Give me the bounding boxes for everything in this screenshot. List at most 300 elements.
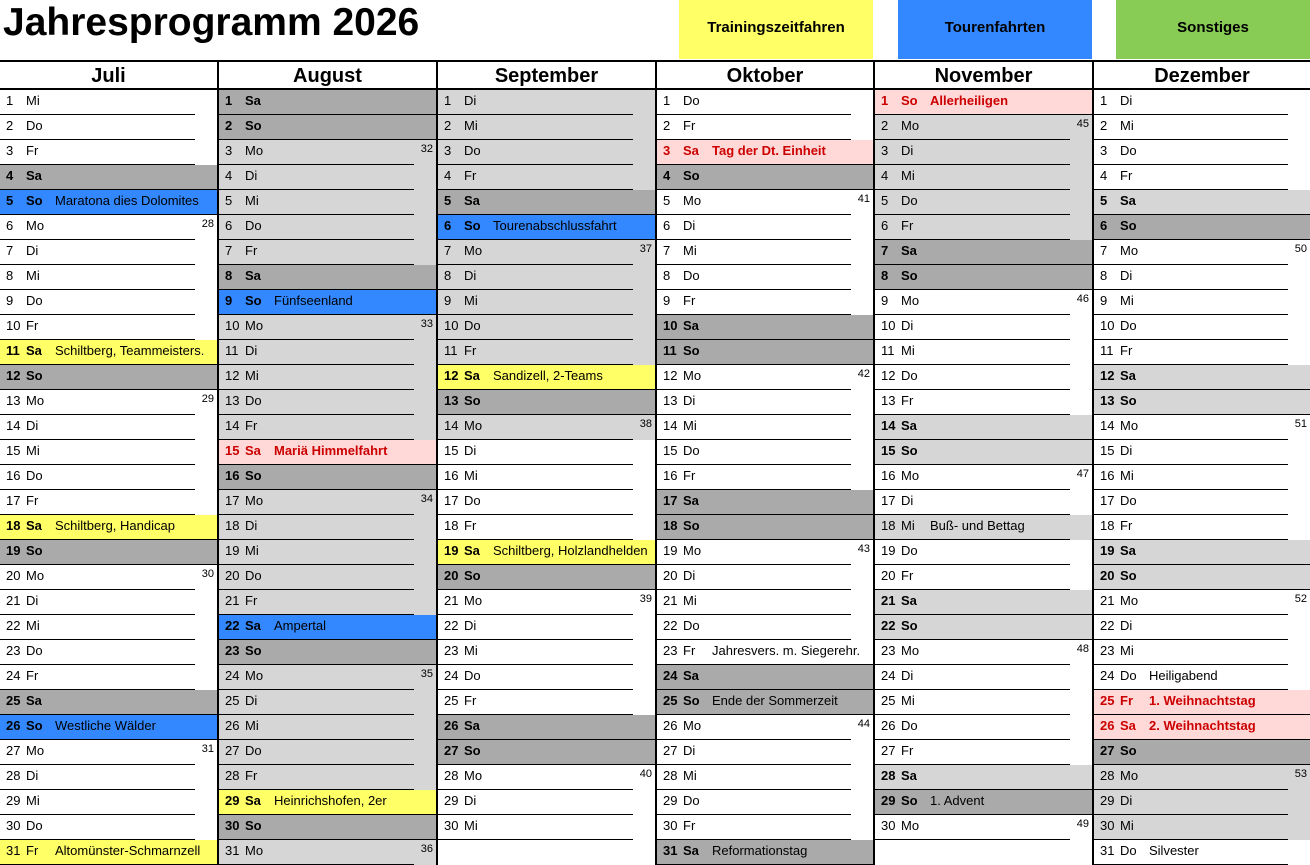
day-number: 14 [6, 418, 21, 433]
day-number: 26 [225, 718, 240, 733]
weekday: Fr [1120, 518, 1133, 533]
day-row [875, 715, 1092, 740]
day-number: 29 [663, 793, 678, 808]
weekday: Fr [245, 768, 258, 783]
day-number: 14 [444, 418, 459, 433]
weekday: So [901, 443, 918, 458]
day-row [875, 740, 1092, 765]
day-row [0, 615, 217, 640]
day-number: 4 [6, 168, 14, 183]
day-number: 26 [663, 718, 678, 733]
day-number: 4 [225, 168, 233, 183]
day-number: 8 [6, 268, 14, 283]
day-row [219, 215, 436, 240]
day-row [438, 690, 655, 715]
day-row [438, 315, 655, 340]
day-number: 15 [1100, 443, 1115, 458]
day-row [657, 765, 873, 790]
weekday: Sa [464, 718, 480, 733]
day-row [219, 465, 436, 490]
weekday: So [1120, 568, 1137, 583]
day-number: 28 [6, 768, 21, 783]
day-number: 12 [444, 368, 459, 383]
day-number: 11 [1100, 343, 1114, 358]
calendar-week: 29 [201, 393, 214, 405]
day-row [0, 90, 217, 115]
day-number: 7 [1100, 243, 1108, 258]
weekday: Do [26, 643, 43, 658]
day-number: 12 [881, 368, 896, 383]
day-row [438, 140, 655, 165]
day-row [0, 315, 217, 340]
day-number: 7 [6, 243, 14, 258]
day-number: 9 [6, 293, 14, 308]
day-row [438, 740, 655, 765]
day-row [219, 565, 436, 590]
weekday: Sa [901, 593, 917, 608]
day-number: 12 [225, 368, 240, 383]
weekday: Mi [245, 718, 259, 733]
weekday: Di [901, 143, 914, 158]
day-number: 4 [1100, 168, 1108, 183]
day-number: 20 [1100, 568, 1115, 583]
day-number: 16 [881, 468, 896, 483]
month-column-juli [0, 62, 217, 865]
day-number: 31 [6, 843, 21, 858]
day-row [219, 440, 436, 465]
weekday: Di [245, 343, 258, 358]
day-number: 26 [6, 718, 21, 733]
event-label: Reformationstag [712, 843, 808, 858]
day-row [438, 290, 655, 315]
day-number: 28 [225, 768, 240, 783]
day-number: 19 [881, 543, 896, 558]
day-number: 29 [1100, 793, 1115, 808]
day-number: 22 [225, 618, 240, 633]
day-row [0, 440, 217, 465]
event-label: Silvester [1149, 843, 1199, 858]
weekday: Mi [464, 818, 478, 833]
day-number: 16 [1100, 468, 1115, 483]
day-number: 28 [1100, 768, 1115, 783]
day-row [0, 790, 217, 815]
day-number: 26 [881, 718, 896, 733]
day-row [219, 390, 436, 415]
calendar-week: 46 [1076, 293, 1089, 305]
day-number: 8 [1100, 268, 1108, 283]
day-number: 18 [1100, 518, 1115, 533]
day-number: 6 [1100, 218, 1108, 233]
page-title: Jahresprogramm 2026 [3, 1, 420, 44]
weekday: So [1120, 743, 1137, 758]
day-number: 18 [6, 518, 21, 533]
day-number: 25 [663, 693, 678, 708]
day-number: 27 [6, 743, 21, 758]
day-row [875, 790, 1092, 815]
day-number: 18 [444, 518, 459, 533]
day-number: 24 [663, 668, 678, 683]
weekday: So [683, 343, 700, 358]
day-number: 1 [225, 93, 233, 108]
day-number: 11 [225, 343, 239, 358]
day-number: 5 [1100, 193, 1108, 208]
weekday: Sa [464, 543, 480, 558]
day-number: 19 [663, 543, 678, 558]
weekday: Do [901, 193, 918, 208]
weekday: So [901, 268, 918, 283]
day-row [1094, 740, 1310, 765]
day-row [657, 90, 873, 115]
day-row [657, 365, 873, 390]
day-row [657, 315, 873, 340]
day-number: 7 [225, 243, 233, 258]
day-row [1094, 790, 1310, 815]
event-label: 2. Weihnachtstag [1149, 718, 1256, 733]
day-number: 17 [444, 493, 459, 508]
day-row [1094, 590, 1310, 615]
weekday: So [901, 93, 918, 108]
day-number: 2 [663, 118, 671, 133]
day-row [219, 190, 436, 215]
weekday: Fr [26, 493, 39, 508]
weekday: Fr [26, 143, 39, 158]
weekday: Di [683, 393, 696, 408]
day-number: 30 [881, 818, 896, 833]
day-number: 12 [663, 368, 678, 383]
day-row [219, 615, 436, 640]
day-row [0, 515, 217, 540]
day-row [875, 840, 1092, 865]
weekday: Mi [683, 768, 697, 783]
day-number: 10 [6, 318, 21, 333]
event-label: 1. Advent [930, 793, 985, 808]
day-number: 3 [6, 143, 14, 158]
day-row [0, 365, 217, 390]
weekday: So [1120, 393, 1137, 408]
day-row [1094, 565, 1310, 590]
day-row [438, 515, 655, 540]
weekday: Mo [901, 293, 920, 308]
day-number: 25 [6, 693, 21, 708]
calendar-grid [0, 60, 1310, 865]
weekday: Mo [901, 468, 920, 483]
day-number: 15 [6, 443, 21, 458]
day-number: 8 [444, 268, 452, 283]
day-row [219, 815, 436, 840]
day-number: 25 [225, 693, 240, 708]
day-row [1094, 815, 1310, 840]
day-number: 17 [6, 493, 21, 508]
day-number: 4 [881, 168, 889, 183]
weekday: Mo [683, 718, 702, 733]
day-number: 29 [225, 793, 240, 808]
day-number: 8 [225, 268, 233, 283]
month-header: Juli [0, 62, 217, 90]
day-number: 30 [663, 818, 678, 833]
weekday: Di [26, 418, 39, 433]
weekday: So [245, 468, 262, 483]
day-number: 21 [663, 593, 678, 608]
day-number: 30 [444, 818, 459, 833]
day-row [1094, 340, 1310, 365]
day-number: 16 [6, 468, 21, 483]
calendar-week: 42 [857, 368, 870, 380]
weekday: Fr [26, 318, 39, 333]
weekday: Di [464, 268, 477, 283]
day-number: 4 [444, 168, 452, 183]
day-number: 8 [881, 268, 889, 283]
day-number: 1 [444, 93, 452, 108]
calendar-week: 41 [857, 193, 870, 205]
weekday: Mi [901, 168, 915, 183]
weekday: Do [901, 718, 918, 733]
weekday: Do [26, 818, 43, 833]
day-row [1094, 840, 1310, 865]
event-label: Mariä Himmelfahrt [274, 443, 388, 458]
month-header: Oktober [657, 62, 873, 90]
day-row [875, 565, 1092, 590]
weekday: Mo [683, 193, 702, 208]
day-row [438, 340, 655, 365]
day-number: 27 [663, 743, 678, 758]
weekday: Sa [26, 343, 42, 358]
weekday: Sa [683, 493, 699, 508]
weekday: So [26, 543, 43, 558]
day-row [219, 840, 436, 865]
weekday: Fr [683, 468, 696, 483]
weekday: Sa [901, 418, 917, 433]
weekday: Di [245, 168, 258, 183]
day-number: 17 [225, 493, 240, 508]
weekday: Sa [1120, 193, 1136, 208]
weekday: Sa [464, 368, 480, 383]
day-row [657, 190, 873, 215]
day-number: 10 [225, 318, 240, 333]
day-number: 5 [444, 193, 452, 208]
event-label: Westliche Wälder [55, 718, 156, 733]
calendar-week: 51 [1294, 418, 1307, 430]
day-number: 19 [225, 543, 240, 558]
calendar-week: 37 [639, 243, 652, 255]
day-number: 9 [1100, 293, 1108, 308]
day-row [219, 690, 436, 715]
day-number: 29 [6, 793, 21, 808]
day-number: 11 [6, 343, 20, 358]
day-row [438, 90, 655, 115]
day-number: 26 [1100, 718, 1115, 733]
legend-training: Trainingszeitfahren [679, 0, 873, 59]
weekday: Di [26, 768, 39, 783]
weekday: So [464, 393, 481, 408]
month-column-august [217, 62, 436, 865]
event-label: Buß- und Bettag [930, 518, 1025, 533]
weekday: Fr [683, 293, 696, 308]
day-row [875, 240, 1092, 265]
day-number: 18 [225, 518, 240, 533]
weekday: Sa [1120, 543, 1136, 558]
weekday: Do [464, 143, 481, 158]
weekday: Di [1120, 443, 1133, 458]
day-row [1094, 640, 1310, 665]
day-number: 6 [663, 218, 671, 233]
day-row [0, 490, 217, 515]
event-label: Schiltberg, Handicap [55, 518, 175, 533]
weekday: So [1120, 218, 1137, 233]
day-row [438, 665, 655, 690]
day-row [0, 465, 217, 490]
event-label: Maratona dies Dolomites [55, 193, 199, 208]
day-row [438, 390, 655, 415]
day-row [1094, 240, 1310, 265]
day-row [1094, 390, 1310, 415]
day-number: 15 [444, 443, 459, 458]
day-number: 21 [225, 593, 240, 608]
day-row [438, 415, 655, 440]
weekday: Fr [683, 818, 696, 833]
calendar-week: 40 [639, 768, 652, 780]
weekday: Sa [245, 93, 261, 108]
event-label: Tag der Dt. Einheit [712, 143, 826, 158]
calendar-week: 39 [639, 593, 652, 605]
day-row [0, 690, 217, 715]
day-row [438, 490, 655, 515]
day-number: 22 [444, 618, 459, 633]
weekday: Di [26, 593, 39, 608]
day-number: 27 [444, 743, 459, 758]
weekday: Fr [683, 118, 696, 133]
day-number: 24 [225, 668, 240, 683]
weekday: Mo [1120, 593, 1139, 608]
day-row [875, 140, 1092, 165]
day-row [0, 390, 217, 415]
month-header: Dezember [1094, 62, 1310, 90]
day-row [0, 265, 217, 290]
weekday: Mo [26, 393, 45, 408]
weekday: So [901, 618, 918, 633]
day-row [219, 340, 436, 365]
event-label: Tourenabschlussfahrt [493, 218, 617, 233]
day-number: 30 [1100, 818, 1115, 833]
day-row [657, 840, 873, 865]
day-number: 7 [663, 243, 671, 258]
weekday: Di [464, 93, 477, 108]
day-row [0, 190, 217, 215]
weekday: Fr [245, 243, 258, 258]
day-row [657, 490, 873, 515]
day-row [657, 215, 873, 240]
weekday: Fr [464, 168, 477, 183]
day-row [875, 665, 1092, 690]
weekday: Sa [464, 193, 480, 208]
day-number: 16 [444, 468, 459, 483]
day-row [0, 540, 217, 565]
day-row [219, 515, 436, 540]
day-row [0, 740, 217, 765]
day-row [219, 740, 436, 765]
day-row [438, 265, 655, 290]
day-number: 1 [663, 93, 671, 108]
event-label: Jahresvers. m. Siegerehr. [712, 643, 861, 658]
weekday: Di [1120, 268, 1133, 283]
day-row [657, 715, 873, 740]
calendar-week: 34 [420, 493, 433, 505]
day-row [657, 390, 873, 415]
day-number: 18 [881, 518, 896, 533]
day-row [1094, 265, 1310, 290]
day-row [438, 540, 655, 565]
day-number: 17 [881, 493, 896, 508]
day-row [219, 715, 436, 740]
day-row [875, 90, 1092, 115]
day-row [438, 765, 655, 790]
day-number: 30 [225, 818, 240, 833]
day-row [1094, 690, 1310, 715]
day-number: 23 [1100, 643, 1115, 658]
weekday: Do [901, 543, 918, 558]
weekday: Fr [901, 393, 914, 408]
weekday: Sa [245, 618, 261, 633]
calendar-week: 32 [420, 143, 433, 155]
weekday: Mi [901, 693, 915, 708]
weekday: Fr [26, 668, 39, 683]
day-row [875, 340, 1092, 365]
event-label: Sandizell, 2-Teams [493, 368, 603, 383]
day-row [875, 690, 1092, 715]
weekday: Sa [1120, 718, 1136, 733]
calendar-week: 28 [201, 218, 214, 230]
day-number: 3 [444, 143, 452, 158]
weekday: Do [1120, 143, 1137, 158]
day-row [875, 615, 1092, 640]
day-number: 23 [881, 643, 896, 658]
weekday: Di [1120, 793, 1133, 808]
day-number: 5 [663, 193, 671, 208]
weekday: Mi [1120, 468, 1134, 483]
calendar-week: 50 [1294, 243, 1307, 255]
month-column-dezember [1092, 62, 1310, 865]
weekday: Mo [464, 593, 483, 608]
day-number: 9 [663, 293, 671, 308]
weekday: Do [245, 393, 262, 408]
day-number: 17 [1100, 493, 1115, 508]
day-number: 22 [663, 618, 678, 633]
weekday: Mo [245, 493, 264, 508]
day-row [219, 790, 436, 815]
day-row [438, 440, 655, 465]
day-row [1094, 215, 1310, 240]
weekday: Mi [683, 418, 697, 433]
weekday: So [245, 118, 262, 133]
day-row [1094, 465, 1310, 490]
day-number: 19 [1100, 543, 1115, 558]
day-number: 8 [663, 268, 671, 283]
day-row [875, 165, 1092, 190]
weekday: So [683, 168, 700, 183]
day-number: 21 [444, 593, 459, 608]
day-number: 12 [1100, 368, 1115, 383]
calendar-week: 52 [1294, 593, 1307, 605]
day-number: 23 [225, 643, 240, 658]
day-number: 1 [881, 93, 889, 108]
weekday: Mi [464, 293, 478, 308]
calendar-week: 48 [1076, 643, 1089, 655]
weekday: Di [683, 743, 696, 758]
weekday: Mi [26, 793, 40, 808]
day-row [875, 290, 1092, 315]
day-number: 10 [881, 318, 896, 333]
weekday: Fr [245, 418, 258, 433]
weekday: Mo [245, 668, 264, 683]
